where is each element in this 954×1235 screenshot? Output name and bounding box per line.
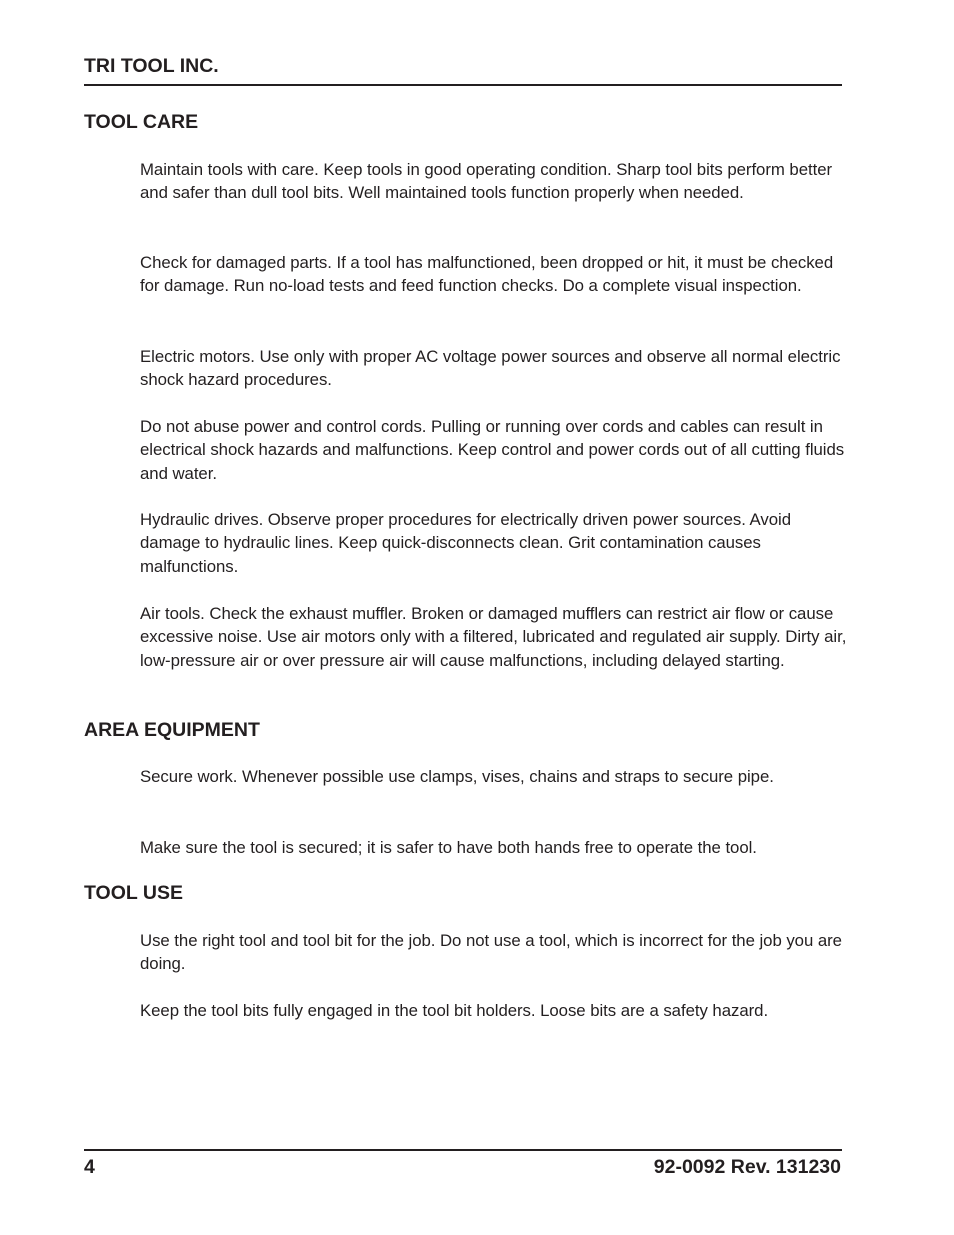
paragraph-tool-care-3: Electric motors. Use only with proper AC voltage power sources and observe all normal electric shock hazard procedures.: [140, 347, 841, 390]
section-heading-tool-use: TOOL USE: [84, 882, 183, 904]
section-heading-area-equipment: AREA EQUIPMENT: [84, 719, 260, 741]
paragraph-tool-care-2: Check for damaged parts. If a tool has malfunctioned, been dropped or hit, it must be checked for damage. Run no-load tests and feed function checks. Do a complete visual inspection.: [140, 253, 834, 296]
paragraph-tool-use-2: Keep the tool bits fully engaged in the tool bit holders. Loose bits are a safety hazard.: [140, 1001, 769, 1020]
section-heading-tool-care: TOOL CARE: [84, 111, 199, 133]
paragraph-tool-care-5: Hydraulic drives. Observe proper procedures for electrically driven power sources. Avoid damage to hydraulic lines. Keep quick-disconnects clean. Grit contamination causes malfunctions.: [140, 510, 791, 576]
header-rule: [84, 84, 842, 86]
paragraph-area-equipment-2: Make sure the tool is secured; it is safer to have both hands free to operate the tool.: [140, 838, 757, 857]
paragraph-tool-use-1: Use the right tool and tool bit for the job. Do not use a tool, which is incorrect for the job you are doing.: [140, 931, 842, 974]
paragraph-tool-care-6: Air tools. Check the exhaust muffler. Broken or damaged mufflers can restrict air flow or cause excessive noise. Use air motors only with a filtered, lubricated and regulated air supply. Dirty air, low-pressure air or over pressure air will cause malfunctions, including delayed starting.: [140, 604, 847, 670]
footer-rule: [84, 1149, 842, 1151]
page-number: 4: [84, 1156, 95, 1178]
paragraph-area-equipment-1: Secure work. Whenever possible use clamps, vises, chains and straps to secure pipe.: [140, 767, 774, 786]
paragraph-tool-care-4: Do not abuse power and control cords. Pulling or running over cords and cables can result in electrical shock hazards and malfunctions. Keep control and power cords out of all cutting fluids and water.: [140, 417, 845, 483]
paragraph-tool-care-1: Maintain tools with care. Keep tools in good operating condition. Sharp tool bits perform better and safer than dull tool bits. Well maintained tools function properly when needed.: [140, 160, 833, 203]
company-name: TRI TOOL INC.: [84, 55, 219, 77]
document-number: 92-0092 Rev. 131230: [653, 1156, 841, 1178]
